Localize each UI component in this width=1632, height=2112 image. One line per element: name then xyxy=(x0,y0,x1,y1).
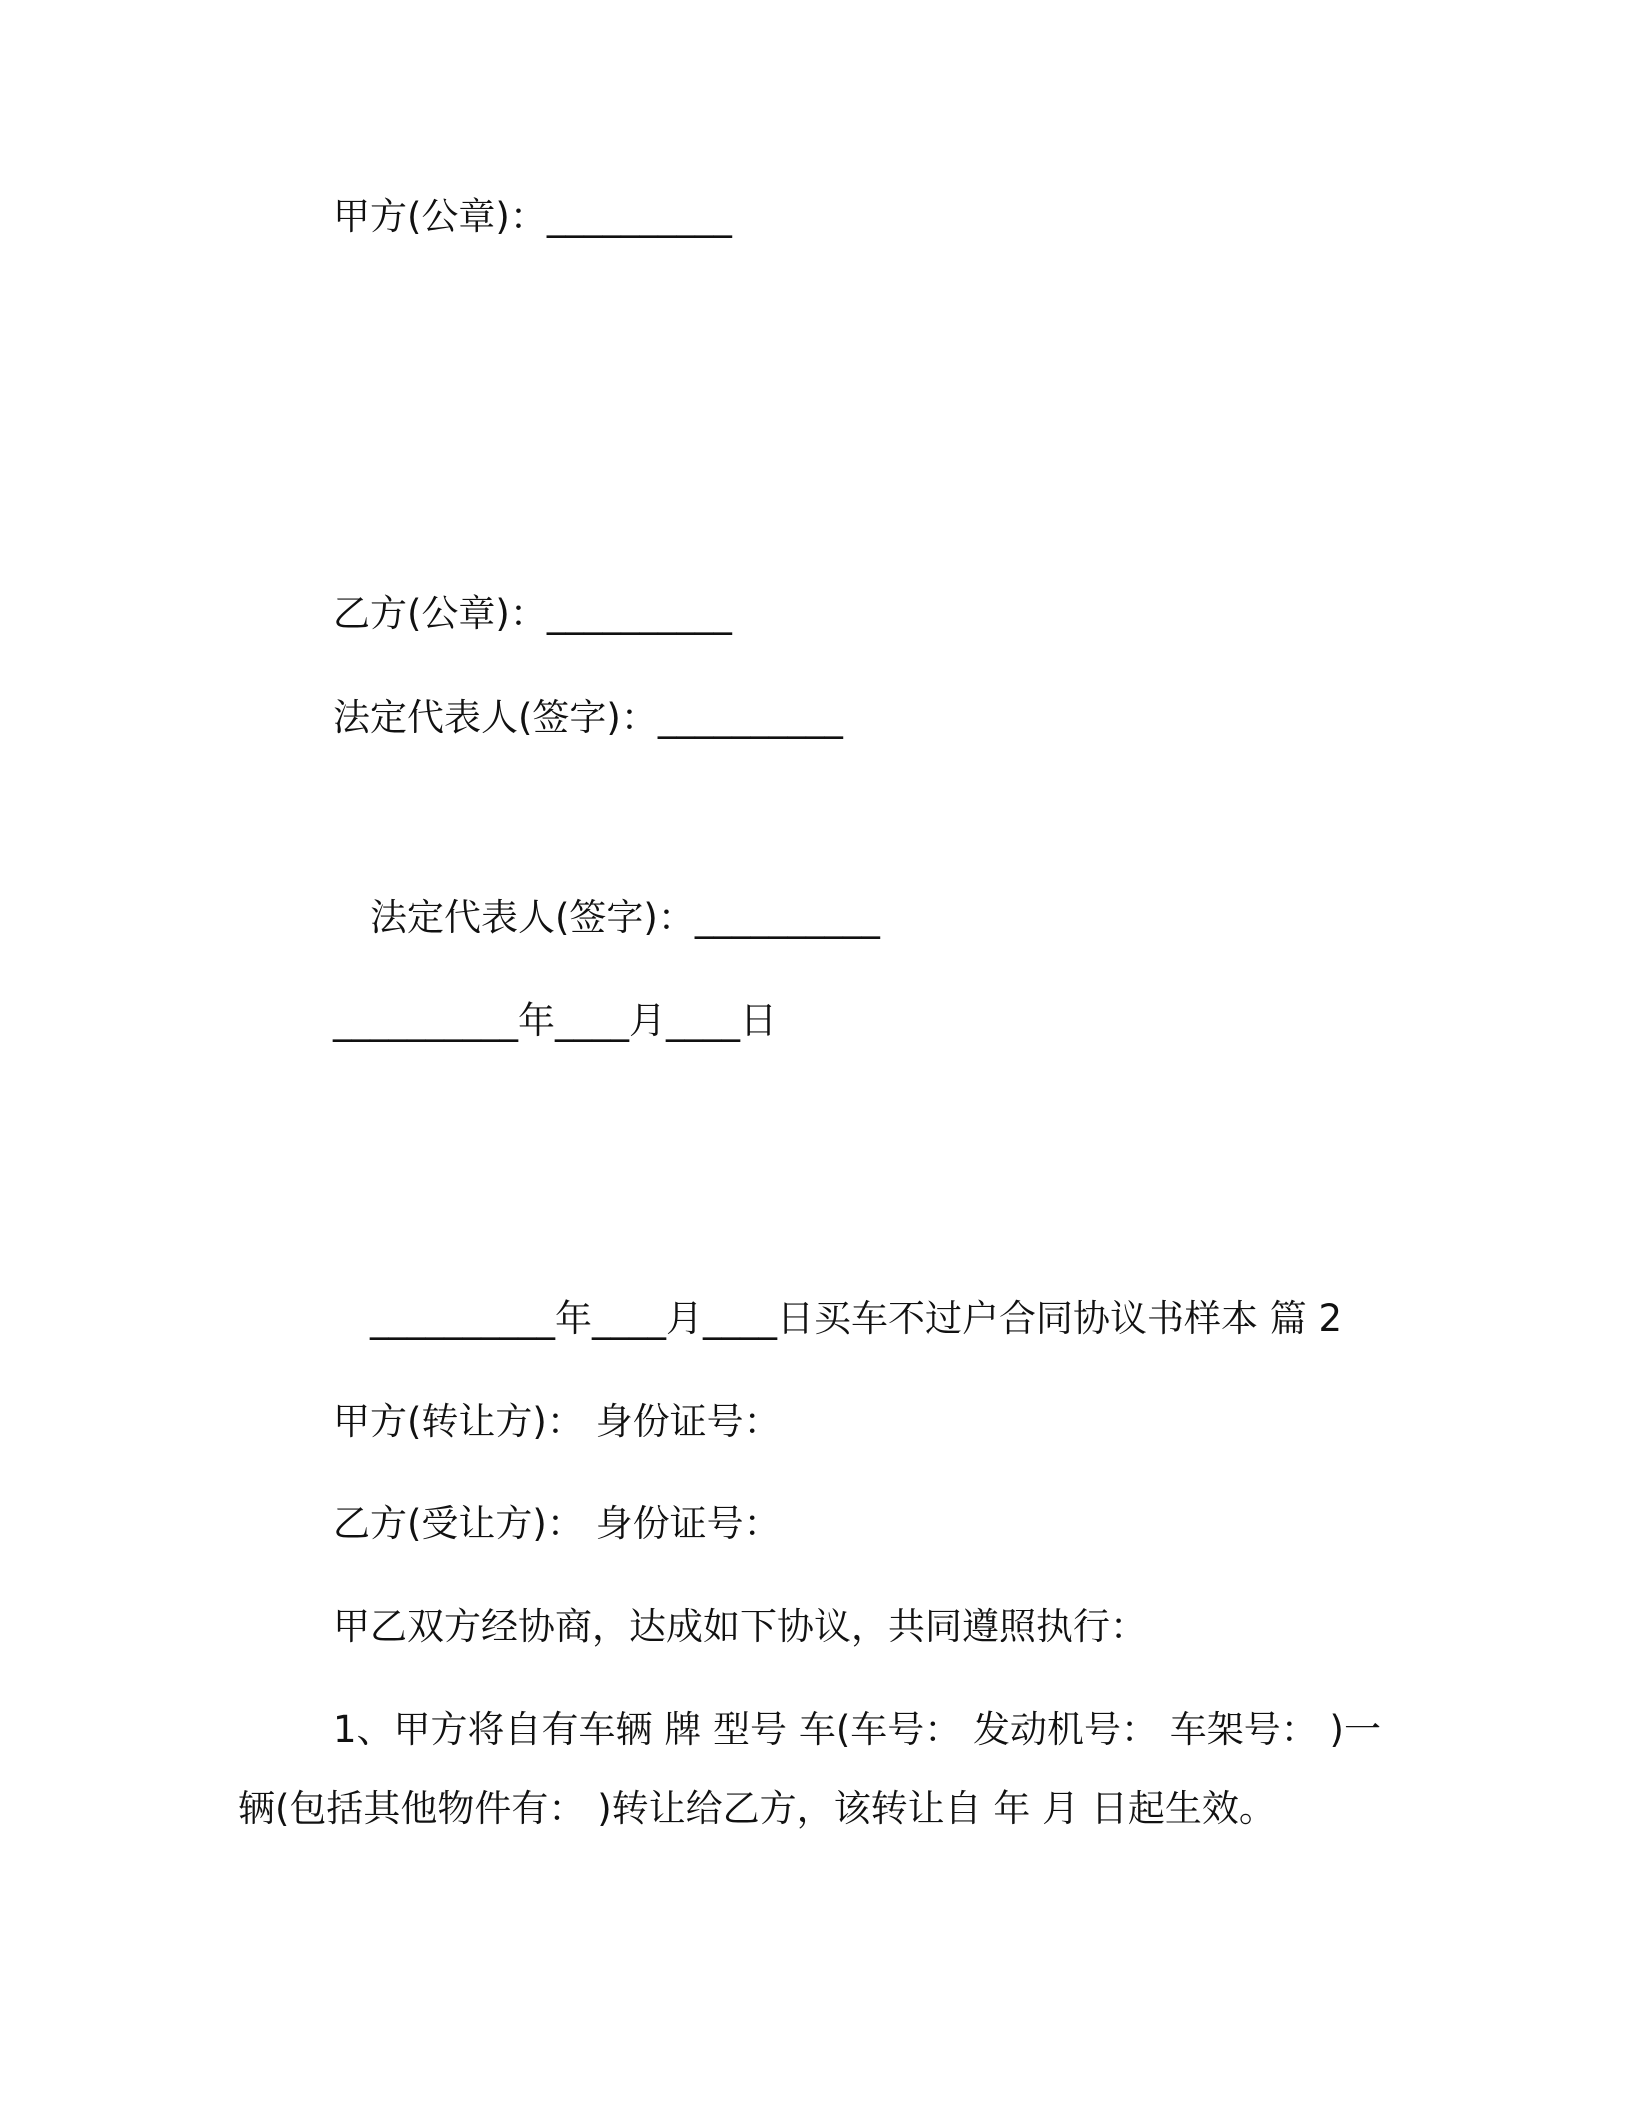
party-b-transferee-line: 乙方(受让方)： 身份证号： xyxy=(333,1502,781,1545)
legal-representative-signature-line: 法定代表人(签字)：__________ xyxy=(333,696,843,739)
clause-1-line-1: 1、甲方将自有车辆 牌 型号 车(车号： 发动机号： 车架号： )一 xyxy=(333,1708,1381,1751)
party-a-seal-line: 甲方(公章)：__________ xyxy=(333,195,732,238)
agreement-intro-paragraph: 甲乙双方经协商，达成如下协议，共同遵照执行： xyxy=(333,1605,1147,1648)
date-line: __________年____月____日 xyxy=(333,999,777,1042)
clause-1-line-2: 辆(包括其他物件有： )转让给乙方，该转让自 年 月 日起生效。 xyxy=(238,1787,1276,1830)
legal-representative-signature-line-2: 法定代表人(签字)：__________ xyxy=(370,896,880,939)
section-title: __________年____月____日买车不过户合同协议书样本 篇 2 xyxy=(370,1297,1343,1340)
party-a-transferor-line: 甲方(转让方)： 身份证号： xyxy=(333,1400,781,1443)
party-b-seal-line: 乙方(公章)：__________ xyxy=(333,592,732,635)
